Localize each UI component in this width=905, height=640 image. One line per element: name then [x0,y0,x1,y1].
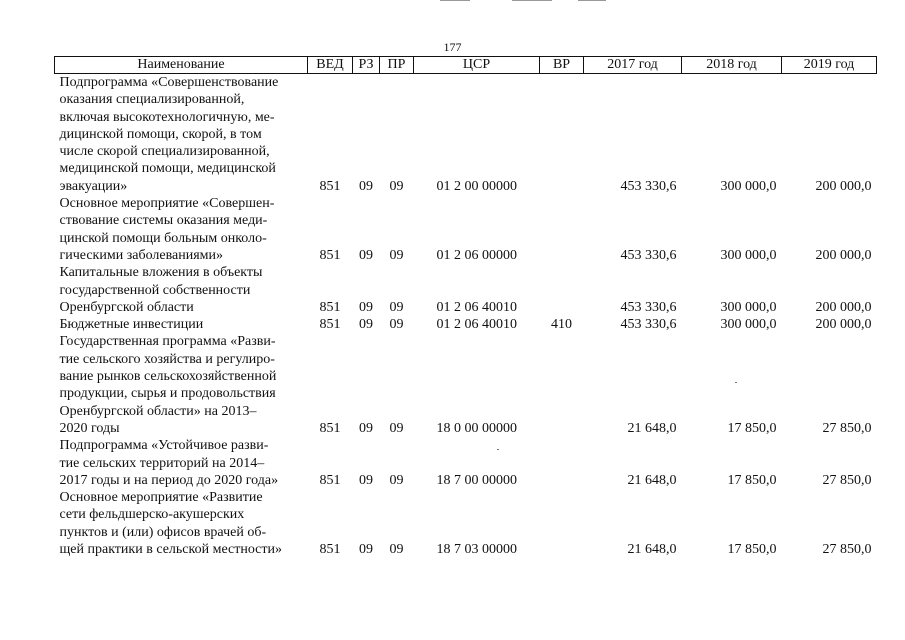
row-name-line: гическими заболеваниями» [59,247,223,263]
header-csr: ЦСР [414,57,540,74]
row-name-line: Основное мероприятие «Совершен- [59,196,275,212]
header-2019: 2019 год [782,57,877,74]
row-2017: 21 648,0 [627,542,677,558]
row-name-line: Государственная программа «Разви- [59,334,276,350]
row-ved: 851 [319,317,341,333]
row-name-line: Оренбургской области» на 2013– [59,403,257,419]
row-name [55,333,308,437]
row-2017: 453 330,6 [620,178,677,194]
row-name-line: пунктов и (или) офисов врачей об- [59,524,267,540]
row-vr [540,333,584,437]
row-pr: 09 [389,542,404,558]
row-name [55,74,308,196]
row-2018: 17 850,0 [727,420,777,436]
row-name-line: тие сельских территорий на 2014– [59,455,265,471]
row-name [55,489,308,558]
row-2018: 300 000,0 [720,247,777,263]
row-name-line: щей практики в сельской местности» [59,542,283,558]
page-number: 177 [443,40,462,54]
row-name [55,264,308,316]
table-row [55,489,877,558]
row-pr: 09 [389,299,404,315]
row-2017: 453 330,6 [620,317,677,333]
row-2017: 21 648,0 [627,472,677,488]
table-row [55,316,877,333]
row-vr [540,195,584,264]
row-2019: 27 850,0 [822,420,872,436]
row-pr: 09 [389,472,404,488]
header-2018: 2018 год [682,57,782,74]
row-name-line: Капитальные вложения в объекты [59,265,263,281]
budget-table [54,56,877,558]
row-name [55,437,308,489]
row-rz: 09 [359,178,373,194]
row-2018: 17 850,0 [727,542,777,558]
row-2018: 300 000,0 [720,178,777,194]
row-vr [540,264,584,316]
row-2019: 200 000,0 [815,178,872,194]
row-name-line: эвакуации» [59,178,128,194]
row-name-line: 2017 годы и на период до 2020 года» [59,472,279,488]
row-csr: 01 2 06 40010 [436,299,517,315]
header-2017: 2017 год [584,57,682,74]
table-header-row [55,57,877,74]
row-name-line: сети фельдшерско-акушерских [59,507,245,523]
row-name-line: дицинской помощи, скорой, в том [59,126,262,142]
row-pr: 09 [389,178,404,194]
row-vr: 410 [551,317,572,333]
row-2019: 200 000,0 [815,299,872,315]
row-rz: 09 [359,472,373,488]
row-ved: 851 [319,247,341,263]
row-name-line: Основное мероприятие «Развитие [59,490,263,506]
row-name-line: продукции, сырья и продовольствия [59,386,276,402]
row-ved: 851 [319,299,341,315]
table-row [55,74,877,196]
row-rz: 09 [359,542,373,558]
row-name-line: цинской помощи больным онколо- [59,230,267,246]
row-name-line: включая высокотехнологичную, ме- [59,109,275,125]
scan-speck [497,449,499,450]
row-name-line: Оренбургской области [59,299,194,315]
row-pr: 09 [389,247,404,263]
row-rz: 09 [359,299,373,315]
row-csr: 01 2 06 40010 [436,317,517,333]
row-2019: 27 850,0 [822,472,872,488]
row-name-line: вание рынков сельскохозяйственной [59,369,277,385]
row-rz: 09 [359,247,373,263]
row-vr [540,74,584,196]
row-name [55,195,308,264]
row-2017: 453 330,6 [620,247,677,263]
row-pr: 09 [389,317,404,333]
row-2019: 200 000,0 [815,317,872,333]
row-ved: 851 [319,420,341,436]
row-2018: 300 000,0 [720,299,777,315]
row-name-line: Подпрограмма «Устойчивое разви- [59,438,269,454]
row-2017: 21 648,0 [627,420,677,436]
row-name-line: 2020 годы [59,420,120,436]
row-csr: 18 7 00 00000 [436,472,517,488]
row-ved: 851 [319,178,341,194]
row-csr: 01 2 06 00000 [436,247,517,263]
row-csr: 18 7 03 00000 [436,542,517,558]
scan-mark [512,0,552,1]
header-rz: РЗ [353,57,380,74]
row-name-line: Подпрограмма «Совершенствование [59,75,279,90]
table-row [55,195,877,264]
row-rz: 09 [359,420,373,436]
table-row [55,264,877,316]
row-2019: 200 000,0 [815,247,872,263]
row-2018: 300 000,0 [720,317,777,333]
row-name-line: оказания специализированной, [59,92,245,108]
scan-mark [578,0,606,1]
row-2017: 453 330,6 [620,299,677,315]
row-name-line: государственной собственности [59,282,251,298]
row-pr: 09 [389,420,404,436]
header-pr: ПР [380,57,414,74]
row-rz: 09 [359,317,373,333]
row-name-line: медицинской помощи, медицинской [59,161,276,177]
row-csr: 01 2 00 00000 [436,178,517,194]
header-ved: ВЕД [308,57,353,74]
row-2018: 17 850,0 [727,472,777,488]
header-vr: ВР [540,57,584,74]
header-name: Наименование [55,57,308,74]
row-ved: 851 [319,472,341,488]
scan-mark [440,0,470,1]
row-name [55,316,308,333]
row-name-line: ствование системы оказания меди- [59,213,268,229]
table-row [55,333,877,437]
row-name-line: числе скорой специализированной, [59,144,270,160]
row-2019: 27 850,0 [822,542,872,558]
row-name-line: Бюджетные инвестиции [59,317,204,333]
row-ved: 851 [319,542,341,558]
row-vr [540,489,584,558]
scan-speck [735,382,737,383]
table-row [55,437,877,489]
row-csr: 18 0 00 00000 [436,420,517,436]
row-name-line: тие сельского хозяйства и регулиро- [59,351,275,367]
row-vr [540,437,584,489]
